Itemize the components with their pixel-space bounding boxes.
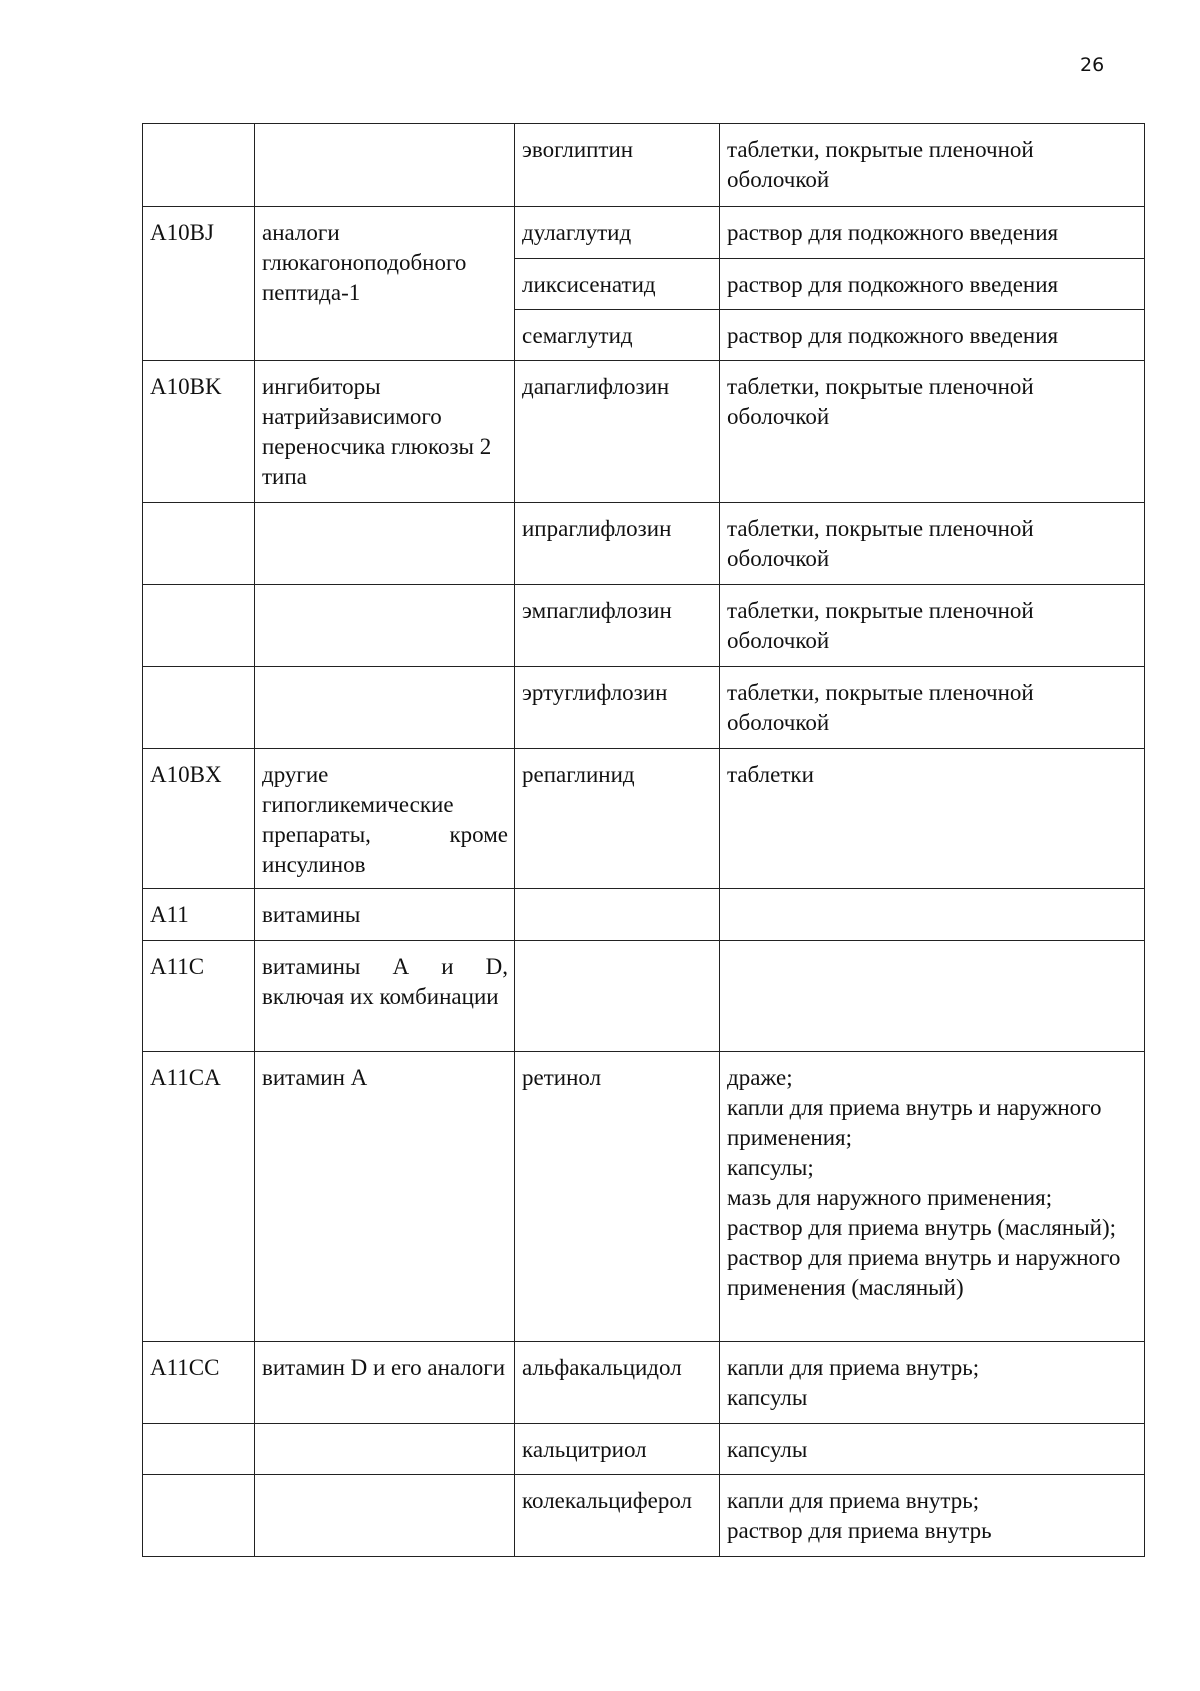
- dosage-form: раствор для подкожного введения: [720, 310, 1145, 361]
- table-row: [143, 207, 1145, 259]
- dosage-form: раствор для подкожного введения: [720, 259, 1145, 310]
- active-substance: [515, 889, 720, 941]
- dosage-form: раствор для приема внутрь (масляный);: [727, 1215, 1117, 1240]
- dosage-form: капсулы: [727, 1385, 808, 1410]
- pharmacological-group: витамин D и его аналоги: [255, 1342, 515, 1424]
- active-substance: дулаглутид: [515, 207, 720, 259]
- pharmacological-group: витамин А: [255, 1052, 515, 1342]
- active-substance: кальцитриол: [515, 1424, 720, 1475]
- atc-code: A11CC: [143, 1342, 255, 1424]
- active-substance: альфакальцидол: [515, 1342, 720, 1424]
- active-substance: ретинол: [515, 1052, 720, 1342]
- table-row: [143, 503, 1145, 585]
- table-row: [143, 889, 1145, 941]
- dosage-form: капсулы: [720, 1424, 1145, 1475]
- table-row: [143, 1475, 1145, 1557]
- active-substance: семаглутид: [515, 310, 720, 361]
- dosage-form: мазь для наружного применения;: [727, 1185, 1053, 1210]
- dosage-form: раствор для приема внутрь и наружного применения (масляный): [727, 1245, 1121, 1300]
- dosage-form: капсулы;: [727, 1155, 814, 1180]
- dosage-form: [720, 941, 1145, 1052]
- pharmacological-group: [255, 124, 515, 207]
- pharmacological-group: [255, 1424, 515, 1475]
- dosage-form-list: [720, 1342, 1145, 1424]
- dosage-form: капли для приема внутрь и наружного применения;: [727, 1095, 1102, 1150]
- table-row: [143, 1424, 1145, 1475]
- dosage-form: таблетки, покрытые пленочной оболочкой: [720, 124, 1145, 207]
- active-substance: ликсисенатид: [515, 259, 720, 310]
- dosage-form: раствор для приема внутрь: [727, 1518, 992, 1543]
- table-row: [143, 1052, 1145, 1342]
- dosage-form: таблетки, покрытые пленочной оболочкой: [720, 667, 1145, 749]
- active-substance: [515, 941, 720, 1052]
- atc-code: A11: [143, 889, 255, 941]
- pharmacological-group: [255, 503, 515, 585]
- pharmacological-group: аналоги глюкагоноподобного пептида-1: [255, 207, 515, 361]
- active-substance: ипраглифлозин: [515, 503, 720, 585]
- dosage-form-list: [720, 1052, 1145, 1342]
- table-row: [143, 361, 1145, 503]
- atc-code: [143, 585, 255, 667]
- atc-code: A11C: [143, 941, 255, 1052]
- table-row: [143, 941, 1145, 1052]
- atc-code: A10BJ: [143, 207, 255, 361]
- table-row: [143, 667, 1145, 749]
- dosage-form: капли для приема внутрь;: [727, 1488, 980, 1513]
- dosage-form: таблетки, покрытые пленочной оболочкой: [720, 503, 1145, 585]
- pharmacological-group: [255, 1475, 515, 1557]
- atc-code: [143, 1424, 255, 1475]
- table-row: [143, 124, 1145, 207]
- dosage-form: драже;: [727, 1065, 793, 1090]
- active-substance: эртуглифлозин: [515, 667, 720, 749]
- pharmacological-group: другие гипогликемические препараты, кроме инсулинов: [255, 749, 515, 889]
- dosage-form: капли для приема внутрь;: [727, 1355, 980, 1380]
- active-substance: репаглинид: [515, 749, 720, 889]
- pharmacological-group: ингибиторы натрийзависимого переносчика глюкозы 2 типа: [255, 361, 515, 503]
- dosage-form: таблетки, покрытые пленочной оболочкой: [720, 361, 1145, 503]
- active-substance: дапаглифлозин: [515, 361, 720, 503]
- dosage-form: раствор для подкожного введения: [720, 207, 1145, 259]
- table-row: [143, 749, 1145, 889]
- atc-code: A11CA: [143, 1052, 255, 1342]
- pharmacological-group: [255, 667, 515, 749]
- atc-code: [143, 667, 255, 749]
- atc-code: [143, 503, 255, 585]
- active-substance: колекальциферол: [515, 1475, 720, 1557]
- page-number: 26: [1080, 54, 1105, 76]
- dosage-form: таблетки, покрытые пленочной оболочкой: [720, 585, 1145, 667]
- dosage-form: [720, 889, 1145, 941]
- active-substance: эмпаглифлозин: [515, 585, 720, 667]
- atc-code: A10BX: [143, 749, 255, 889]
- atc-code: A10BK: [143, 361, 255, 503]
- dosage-form: таблетки: [720, 749, 1145, 889]
- atc-code: [143, 124, 255, 207]
- drug-table: [142, 123, 1145, 1557]
- pharmacological-group: [255, 585, 515, 667]
- table-row: [143, 1342, 1145, 1424]
- pharmacological-group: витамины А и D, включая их комбинации: [255, 941, 515, 1052]
- atc-code: [143, 1475, 255, 1557]
- pharmacological-group: витамины: [255, 889, 515, 941]
- dosage-form-list: [720, 1475, 1145, 1557]
- active-substance: эвоглиптин: [515, 124, 720, 207]
- table-row: [143, 585, 1145, 667]
